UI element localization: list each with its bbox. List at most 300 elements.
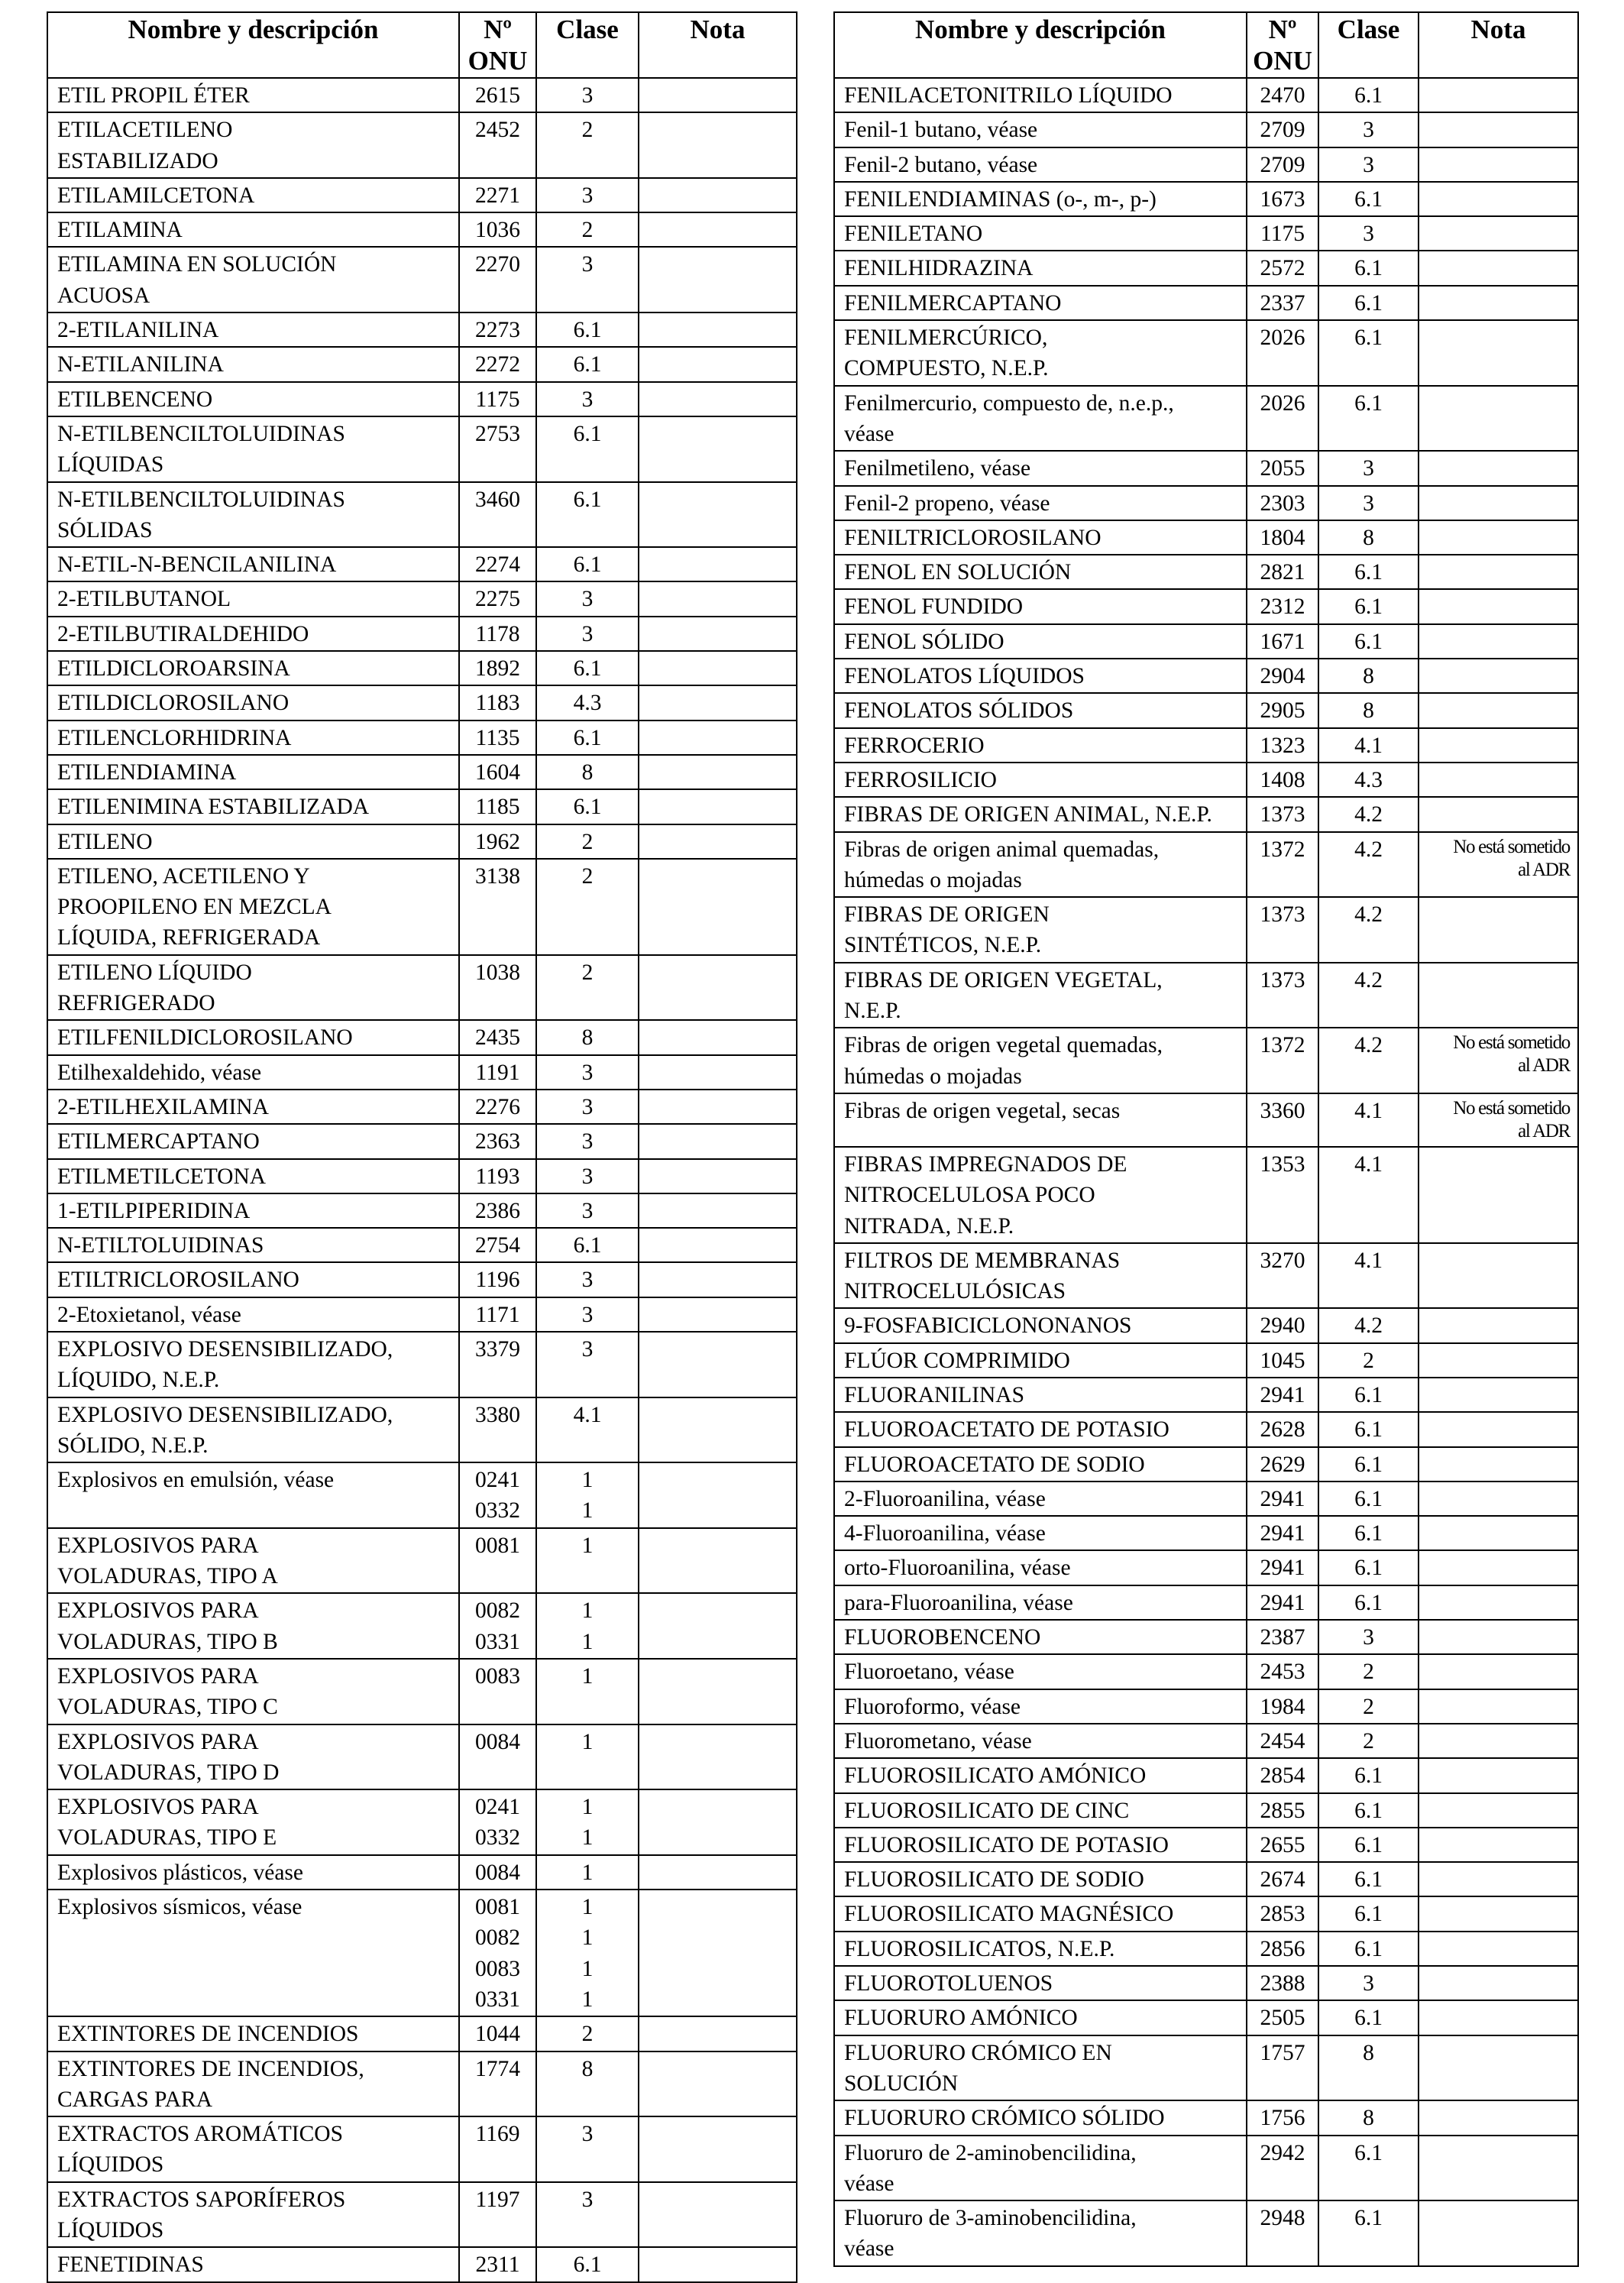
table-row xyxy=(47,755,797,789)
cell-onu: 2276 xyxy=(459,1090,536,1124)
table-row xyxy=(47,1159,797,1193)
cell-name: EXPLOSIVOS PARA VOLADURAS, TIPO A xyxy=(47,1528,459,1594)
cell-name: Fluoroetano, véase xyxy=(834,1654,1247,1689)
table-row xyxy=(47,824,797,859)
cell-nota xyxy=(639,1193,797,1228)
cell-name: FERROCERIO xyxy=(834,728,1247,763)
cell-clase: 6.1 xyxy=(536,547,639,581)
cell-onu: 2270 xyxy=(459,247,536,312)
table-row xyxy=(47,78,797,112)
table-row xyxy=(47,1090,797,1124)
cell-nota xyxy=(1419,963,1578,1028)
cell-name: FLUOROSILICATO DE CINC xyxy=(834,1793,1247,1828)
cell-clase: 6.1 xyxy=(1318,1932,1419,1966)
cell-onu: 2854 xyxy=(1247,1758,1318,1792)
cell-onu: 1045 xyxy=(1247,1343,1318,1378)
cell-clase: 3 xyxy=(536,78,639,112)
cell-nota xyxy=(1419,797,1578,831)
cell-onu: 1962 xyxy=(459,824,536,859)
cell-nota xyxy=(639,581,797,616)
cell-onu: 2274 xyxy=(459,547,536,581)
table-row xyxy=(834,1828,1578,1862)
cell-clase: 4.2 xyxy=(1318,1308,1419,1342)
cell-name: 2-ETILHEXILAMINA xyxy=(47,1090,459,1124)
cell-onu: 3380 xyxy=(459,1397,536,1463)
cell-clase: 1 1 xyxy=(536,1789,639,1855)
cell-onu: 2470 xyxy=(1247,78,1318,112)
header-row xyxy=(834,12,1578,78)
cell-nota xyxy=(639,347,797,381)
cell-nota: No está sometido al ADR xyxy=(1419,1028,1578,1093)
cell-nota xyxy=(1419,182,1578,216)
cell-clase: 8 xyxy=(536,755,639,789)
cell-nota xyxy=(639,1462,797,1528)
cell-name: ETILENO xyxy=(47,824,459,859)
cell-onu: 2452 xyxy=(459,112,536,178)
table-row xyxy=(47,617,797,651)
cell-nota xyxy=(1419,1932,1578,1966)
cell-onu: 0083 xyxy=(459,1659,536,1724)
cell-onu: 1175 xyxy=(459,382,536,416)
cell-name: EXPLOSIVOS PARA VOLADURAS, TIPO B xyxy=(47,1593,459,1659)
table-row xyxy=(47,416,797,482)
cell-clase: 1 1 xyxy=(536,1462,639,1528)
cell-onu: 2271 xyxy=(459,178,536,212)
cell-nota xyxy=(639,824,797,859)
cell-clase: 2 xyxy=(1318,1654,1419,1689)
cell-nota xyxy=(1419,693,1578,727)
cell-onu: 1191 xyxy=(459,1055,536,1090)
cell-clase: 6.1 xyxy=(1318,1896,1419,1931)
cell-nota xyxy=(639,1593,797,1659)
cell-clase: 3 xyxy=(536,1332,639,1397)
cell-clase: 6.1 xyxy=(536,482,639,548)
cell-name: FENOL EN SOLUCIÓN xyxy=(834,555,1247,589)
cell-clase: 3 xyxy=(536,1124,639,1158)
cell-nota xyxy=(639,1159,797,1193)
cell-name: FLUOROBENCENO xyxy=(834,1620,1247,1654)
table-row xyxy=(47,685,797,720)
cell-nota xyxy=(1419,147,1578,182)
cell-nota xyxy=(1419,251,1578,285)
cell-clase: 6.1 xyxy=(536,789,639,824)
cell-name: 9-FOSFABICICLONONANOS xyxy=(834,1308,1247,1342)
cell-onu: 1373 xyxy=(1247,797,1318,831)
table-row xyxy=(47,2016,797,2051)
cell-onu: 1171 xyxy=(459,1297,536,1332)
cell-clase: 6.1 xyxy=(1318,2200,1419,2266)
cell-clase: 6.1 xyxy=(1318,386,1419,452)
cell-nota xyxy=(639,547,797,581)
table-row xyxy=(47,347,797,381)
cell-name: ETILENCLORHIDRINA xyxy=(47,721,459,755)
cell-nota xyxy=(639,1332,797,1397)
cell-clase: 3 xyxy=(536,1090,639,1124)
table-row xyxy=(834,1447,1578,1482)
cell-clase: 3 xyxy=(536,2182,639,2248)
cell-onu: 3460 xyxy=(459,482,536,548)
cell-name: N-ETILBENCILTOLUIDINAS SÓLIDAS xyxy=(47,482,459,548)
cell-name: Fibras de origen vegetal, secas xyxy=(834,1093,1247,1147)
cell-clase: 8 xyxy=(536,1020,639,1054)
cell-name: FIBRAS DE ORIGEN SINTÉTICOS, N.E.P. xyxy=(834,897,1247,963)
cell-name: 2-ETILBUTANOL xyxy=(47,581,459,616)
table-row xyxy=(834,1147,1578,1243)
cell-onu: 1756 xyxy=(1247,2100,1318,2135)
cell-nota xyxy=(1419,1378,1578,1412)
cell-clase: 6.1 xyxy=(1318,286,1419,320)
table-row xyxy=(47,1262,797,1297)
table-row xyxy=(47,482,797,548)
cell-name: FLUORURO CRÓMICO SÓLIDO xyxy=(834,2100,1247,2135)
cell-name: FENILTRICLOROSILANO xyxy=(834,520,1247,555)
cell-name: Fluoruro de 2-aminobencilidina, véase xyxy=(834,2136,1247,2201)
cell-name: ETILAMINA xyxy=(47,212,459,247)
cell-nota xyxy=(639,2016,797,2051)
cell-nota xyxy=(1419,1828,1578,1862)
cell-onu: 1984 xyxy=(1247,1689,1318,1724)
cell-name: Fibras de origen vegetal quemadas, húmedas o mojadas xyxy=(834,1028,1247,1093)
cell-name: FLUOROTOLUENOS xyxy=(834,1966,1247,2000)
cell-onu: 1373 xyxy=(1247,963,1318,1028)
cell-nota xyxy=(1419,1585,1578,1620)
cell-name: FLUOROSILICATO DE POTASIO xyxy=(834,1828,1247,1862)
cell-clase: 8 xyxy=(1318,693,1419,727)
table-row xyxy=(47,547,797,581)
table-row xyxy=(834,797,1578,831)
cell-onu: 2273 xyxy=(459,312,536,347)
cell-name: ETIL PROPIL ÉTER xyxy=(47,78,459,112)
cell-onu: 2821 xyxy=(1247,555,1318,589)
cell-nota xyxy=(1419,112,1578,147)
table-row xyxy=(834,320,1578,386)
cell-clase: 2 xyxy=(536,2016,639,2051)
table-row xyxy=(834,1620,1578,1654)
cell-clase: 6.1 xyxy=(536,312,639,347)
cell-clase: 3 xyxy=(536,1159,639,1193)
cell-name: 2-Etoxietanol, véase xyxy=(47,1297,459,1332)
cell-nota xyxy=(639,2247,797,2281)
cell-name: EXTRACTOS AROMÁTICOS LÍQUIDOS xyxy=(47,2116,459,2182)
table-row xyxy=(47,1659,797,1724)
cell-onu: 1135 xyxy=(459,721,536,755)
cell-name: FIBRAS IMPREGNADOS DE NITROCELULOSA POCO NITRADA, N.E.P. xyxy=(834,1147,1247,1243)
cell-nota xyxy=(639,2116,797,2182)
cell-clase: 6.1 xyxy=(1318,1482,1419,1516)
table-row xyxy=(834,1308,1578,1342)
table-row xyxy=(47,1332,797,1397)
cell-nota xyxy=(1419,728,1578,763)
cell-onu: 2941 xyxy=(1247,1585,1318,1620)
cell-onu: 2572 xyxy=(1247,251,1318,285)
cell-name: EXPLOSIVO DESENSIBILIZADO, SÓLIDO, N.E.P. xyxy=(47,1397,459,1463)
cell-onu: 0084 xyxy=(459,1855,536,1890)
cell-nota xyxy=(1419,386,1578,452)
table-row xyxy=(834,286,1578,320)
cell-onu: 2655 xyxy=(1247,1828,1318,1862)
cell-clase: 6.1 xyxy=(536,1228,639,1262)
cell-name: FILTROS DE MEMBRANAS NITROCELULÓSICAS xyxy=(834,1243,1247,1309)
cell-onu: 1038 xyxy=(459,955,536,1021)
cell-name: FLUORURO AMÓNICO xyxy=(834,2000,1247,2035)
table-row xyxy=(47,2116,797,2182)
cell-onu: 1197 xyxy=(459,2182,536,2248)
table-row xyxy=(834,147,1578,182)
cell-name: Fenilmetileno, véase xyxy=(834,451,1247,485)
table-row xyxy=(47,1228,797,1262)
cell-nota xyxy=(639,1789,797,1855)
cell-clase: 6.1 xyxy=(1318,1378,1419,1412)
cell-onu: 1353 xyxy=(1247,1147,1318,1243)
cell-clase: 3 xyxy=(1318,1966,1419,2000)
cell-clase: 8 xyxy=(536,2051,639,2117)
cell-clase: 6.1 xyxy=(1318,182,1419,216)
cell-clase: 4.1 xyxy=(1318,1243,1419,1309)
cell-nota xyxy=(1419,1516,1578,1550)
cell-clase: 4.1 xyxy=(1318,728,1419,763)
cell-clase: 3 xyxy=(536,1262,639,1297)
table-row xyxy=(834,1862,1578,1896)
cell-onu: 0084 xyxy=(459,1724,536,1790)
cell-clase: 6.1 xyxy=(1318,624,1419,659)
cell-nota xyxy=(1419,1550,1578,1585)
left-table xyxy=(47,11,797,2283)
table-row xyxy=(834,1932,1578,1966)
cell-nota xyxy=(639,1724,797,1790)
cell-name: Fenilmercurio, compuesto de, n.e.p., véase xyxy=(834,386,1247,452)
cell-onu: 2615 xyxy=(459,78,536,112)
cell-clase: 6.1 xyxy=(536,721,639,755)
cell-onu: 2905 xyxy=(1247,693,1318,727)
cell-nota xyxy=(1419,320,1578,386)
table-row xyxy=(47,1055,797,1090)
cell-clase: 2 xyxy=(1318,1343,1419,1378)
cell-clase: 8 xyxy=(1318,2100,1419,2135)
cell-name: Fenil-2 butano, véase xyxy=(834,147,1247,182)
cell-nota xyxy=(1419,1758,1578,1792)
cell-name: ETILBENCENO xyxy=(47,382,459,416)
cell-onu: 2856 xyxy=(1247,1932,1318,1966)
cell-nota xyxy=(639,1297,797,1332)
table-row xyxy=(834,693,1578,727)
cell-nota xyxy=(639,755,797,789)
cell-clase: 6.1 xyxy=(1318,320,1419,386)
cell-clase: 4.2 xyxy=(1318,963,1419,1028)
cell-nota xyxy=(639,1890,797,2016)
cell-name: FLUOROACETATO DE SODIO xyxy=(834,1447,1247,1482)
cell-onu: 2311 xyxy=(459,2247,536,2281)
cell-onu: 2629 xyxy=(1247,1447,1318,1482)
header-clase: Clase xyxy=(536,12,639,78)
cell-name: 2-ETILANILINA xyxy=(47,312,459,347)
cell-name: ETILENO LÍQUIDO REFRIGERADO xyxy=(47,955,459,1021)
cell-onu: 2435 xyxy=(459,1020,536,1054)
cell-onu: 1323 xyxy=(1247,728,1318,763)
cell-name: EXPLOSIVOS PARA VOLADURAS, TIPO D xyxy=(47,1724,459,1790)
cell-onu: 1892 xyxy=(459,651,536,685)
cell-nota xyxy=(639,247,797,312)
cell-onu: 3360 xyxy=(1247,1093,1318,1147)
cell-name: Explosivos sísmicos, véase xyxy=(47,1890,459,2016)
cell-nota xyxy=(639,1020,797,1054)
cell-name: FENETIDINAS xyxy=(47,2247,459,2281)
table-row xyxy=(47,112,797,178)
cell-clase: 8 xyxy=(1318,2035,1419,2101)
cell-onu: 2853 xyxy=(1247,1896,1318,1931)
cell-nota xyxy=(1419,555,1578,589)
cell-clase: 2 xyxy=(1318,1724,1419,1758)
cell-name: EXTINTORES DE INCENDIOS xyxy=(47,2016,459,2051)
cell-nota xyxy=(1419,286,1578,320)
cell-clase: 3 xyxy=(536,617,639,651)
cell-name: FLUOROSILICATO DE SODIO xyxy=(834,1862,1247,1896)
table-row xyxy=(47,2051,797,2117)
cell-onu: 2753 xyxy=(459,416,536,482)
cell-onu: 2454 xyxy=(1247,1724,1318,1758)
table-row xyxy=(47,1593,797,1659)
table-row xyxy=(47,212,797,247)
cell-onu: 1178 xyxy=(459,617,536,651)
cell-name: Explosivos en emulsión, véase xyxy=(47,1462,459,1528)
table-row xyxy=(834,763,1578,797)
header-onu: Nº ONU xyxy=(1247,12,1318,78)
cell-onu: 1185 xyxy=(459,789,536,824)
cell-onu: 2628 xyxy=(1247,1412,1318,1446)
cell-clase: 6.1 xyxy=(1318,1828,1419,1862)
table-row xyxy=(47,382,797,416)
cell-name: ETILMETILCETONA xyxy=(47,1159,459,1193)
cell-onu: 2709 xyxy=(1247,147,1318,182)
table-row xyxy=(834,624,1578,659)
header-row xyxy=(47,12,797,78)
cell-onu: 2941 xyxy=(1247,1482,1318,1516)
cell-clase: 6.1 xyxy=(536,2247,639,2281)
table-row xyxy=(834,832,1578,898)
cell-clase: 6.1 xyxy=(1318,2136,1419,2201)
cell-onu: 1036 xyxy=(459,212,536,247)
cell-clase: 6.1 xyxy=(536,416,639,482)
cell-onu: 2941 xyxy=(1247,1550,1318,1585)
table-row xyxy=(47,1020,797,1054)
cell-clase: 4.3 xyxy=(536,685,639,720)
cell-nota xyxy=(639,178,797,212)
cell-clase: 6.1 xyxy=(1318,589,1419,623)
table-row xyxy=(834,728,1578,763)
left-table-body xyxy=(47,78,797,2282)
cell-clase: 6.1 xyxy=(1318,78,1419,112)
cell-name: FENILMERCAPTANO xyxy=(834,286,1247,320)
table-row xyxy=(834,1654,1578,1689)
table-row xyxy=(834,589,1578,623)
cell-nota xyxy=(639,1055,797,1090)
table-row xyxy=(47,1462,797,1528)
cell-onu: 2940 xyxy=(1247,1308,1318,1342)
cell-onu: 0081 xyxy=(459,1528,536,1594)
cell-onu: 1408 xyxy=(1247,763,1318,797)
cell-name: N-ETILANILINA xyxy=(47,347,459,381)
cell-clase: 2 xyxy=(536,112,639,178)
cell-onu: 2388 xyxy=(1247,1966,1318,2000)
cell-onu: 1373 xyxy=(1247,897,1318,963)
table-row xyxy=(834,1793,1578,1828)
cell-onu: 1169 xyxy=(459,2116,536,2182)
cell-name: ETILDICLOROARSINA xyxy=(47,651,459,685)
cell-onu: 2303 xyxy=(1247,486,1318,520)
cell-nota xyxy=(639,617,797,651)
cell-clase: 4.3 xyxy=(1318,763,1419,797)
table-row xyxy=(47,581,797,616)
table-row xyxy=(834,1343,1578,1378)
header-onu: Nº ONU xyxy=(459,12,536,78)
cell-onu: 2055 xyxy=(1247,451,1318,485)
cell-nota xyxy=(639,1659,797,1724)
cell-name: Fluoroformo, véase xyxy=(834,1689,1247,1724)
table-row xyxy=(834,555,1578,589)
cell-onu: 1604 xyxy=(459,755,536,789)
cell-clase: 2 xyxy=(536,212,639,247)
cell-onu: 1175 xyxy=(1247,216,1318,251)
table-row xyxy=(47,955,797,1021)
cell-onu: 1196 xyxy=(459,1262,536,1297)
cell-nota: No está sometido al ADR xyxy=(1419,1093,1578,1147)
table-row xyxy=(47,1724,797,1790)
table-row xyxy=(834,963,1578,1028)
cell-name: FLUORURO CRÓMICO EN SOLUCIÓN xyxy=(834,2035,1247,2101)
cell-name: FENOL SÓLIDO xyxy=(834,624,1247,659)
table-row xyxy=(834,1412,1578,1446)
cell-clase: 1 xyxy=(536,1855,639,1890)
cell-nota xyxy=(639,1262,797,1297)
cell-nota xyxy=(1419,1620,1578,1654)
cell-nota xyxy=(1419,1966,1578,2000)
cell-nota xyxy=(639,416,797,482)
cell-clase: 6.1 xyxy=(1318,1516,1419,1550)
cell-name: EXTRACTOS SAPORÍFEROS LÍQUIDOS xyxy=(47,2182,459,2248)
table-row xyxy=(47,1855,797,1890)
cell-nota xyxy=(639,1528,797,1594)
table-row xyxy=(834,1516,1578,1550)
cell-onu: 2941 xyxy=(1247,1516,1318,1550)
cell-name: EXTINTORES DE INCENDIOS, CARGAS PARA xyxy=(47,2051,459,2117)
table-row xyxy=(834,2200,1578,2266)
cell-name: EXPLOSIVOS PARA VOLADURAS, TIPO C xyxy=(47,1659,459,1724)
cell-name: FLUOROACETATO DE POTASIO xyxy=(834,1412,1247,1446)
cell-clase: 6.1 xyxy=(1318,1412,1419,1446)
cell-clase: 6.1 xyxy=(1318,1585,1419,1620)
cell-clase: 4.2 xyxy=(1318,797,1419,831)
cell-onu: 1774 xyxy=(459,2051,536,2117)
cell-nota xyxy=(639,212,797,247)
cell-clase: 6.1 xyxy=(1318,251,1419,285)
cell-onu: 2948 xyxy=(1247,2200,1318,2266)
cell-name: Fluoruro de 3-aminobencilidina, véase xyxy=(834,2200,1247,2266)
cell-nota xyxy=(639,78,797,112)
cell-name: FENOLATOS LÍQUIDOS xyxy=(834,659,1247,693)
cell-clase: 3 xyxy=(536,581,639,616)
cell-name: EXPLOSIVOS PARA VOLADURAS, TIPO E xyxy=(47,1789,459,1855)
cell-onu: 2674 xyxy=(1247,1862,1318,1896)
cell-name: FENOL FUNDIDO xyxy=(834,589,1247,623)
cell-onu: 2941 xyxy=(1247,1378,1318,1412)
cell-nota xyxy=(1419,1447,1578,1482)
table-row xyxy=(834,1966,1578,2000)
cell-name: 1-ETILPIPERIDINA xyxy=(47,1193,459,1228)
cell-nota xyxy=(639,651,797,685)
cell-clase: 3 xyxy=(536,178,639,212)
table-row xyxy=(47,1124,797,1158)
table-row xyxy=(834,897,1578,963)
cell-name: FLUORANILINAS xyxy=(834,1378,1247,1412)
